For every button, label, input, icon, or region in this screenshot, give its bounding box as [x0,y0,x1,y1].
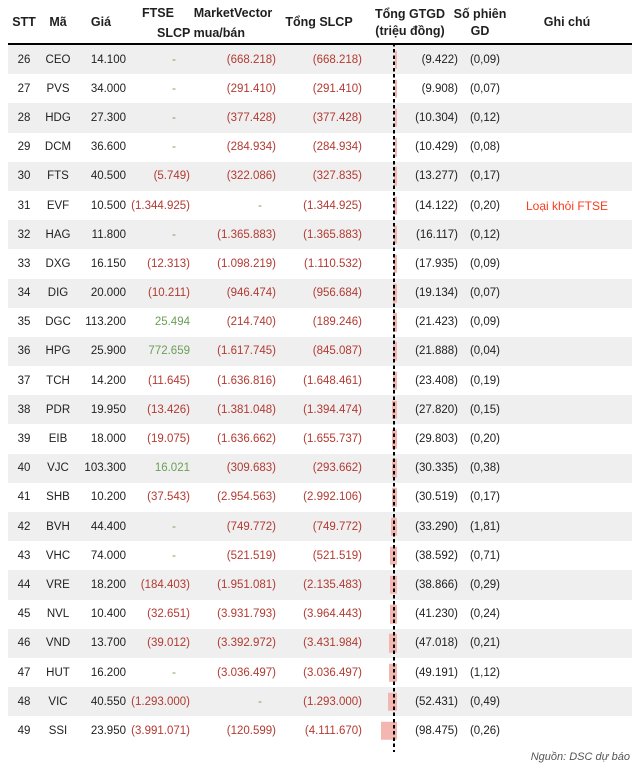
cell-tong-slcp: (1.365.883) [303,228,362,241]
cell-stt: 36 [17,345,31,358]
header-tong-slcp: Tổng SLCP [285,15,353,30]
table-row [8,454,632,483]
cell-tong-slcp: (845.087) [312,345,362,358]
cell-marketvector-slcp: (214.740) [226,316,276,329]
cell-price: 20.000 [90,287,126,300]
cell-price: 40.500 [90,170,126,183]
source-note: Nguồn: DSC dự báo [530,750,630,763]
header-ticker: Mã [49,15,67,30]
cell-tong-gtgd: (29.803) [415,433,458,446]
cell-ticker: CEO [45,53,71,66]
cell-bar-zone [362,249,394,278]
cell-tong-gtgd: (33.290) [415,520,458,533]
cell-tong-slcp: (1.394.474) [303,403,362,416]
cell-stt: 26 [17,53,31,66]
header-so-phien-line1: Số phiên [453,7,507,22]
cell-tong-slcp: (749.772) [312,520,362,533]
cell-price: 16.200 [90,666,126,679]
table-row [8,249,632,278]
cell-price: 14.200 [90,374,126,387]
cell-stt: 37 [17,374,31,387]
cell-tong-slcp: (1.648.461) [303,374,362,387]
cell-ftse-slcp: - [172,141,176,154]
cell-ticker: HPG [45,345,71,358]
dashed-column-divider [393,43,395,752]
cell-marketvector-slcp: (749.772) [226,520,276,533]
cell-tong-gtgd: (38.592) [415,549,458,562]
cell-tong-slcp: (291.410) [312,82,362,95]
header-marketvector: MarketVector [193,5,273,20]
table-row [8,687,632,716]
cell-marketvector-slcp: (120.599) [226,724,276,737]
cell-tong-slcp: (521.519) [312,549,362,562]
cell-tong-gtgd: (9.908) [421,82,458,95]
cell-ticker: VJC [47,462,69,475]
cell-tong-slcp: (3.036.497) [303,666,362,679]
cell-ticker: HUT [46,666,70,679]
cell-ftse-slcp: (37.543) [147,491,190,504]
cell-tong-gtgd: (23.408) [415,374,458,387]
cell-tong-gtgd: (98.475) [415,724,458,737]
cell-tong-gtgd: (38.866) [415,578,458,591]
cell-price: 36.600 [90,141,126,154]
cell-marketvector-slcp: (521.519) [226,549,276,562]
cell-tong-gtgd: (13.277) [415,170,458,183]
cell-price: 25.900 [90,345,126,358]
table-body [8,45,632,746]
cell-ftse-slcp: (11.645) [148,374,190,387]
cell-marketvector-slcp: (1.365.883) [217,228,276,241]
cell-marketvector-slcp: - [258,695,262,708]
cell-tong-slcp: (327.835) [312,170,362,183]
cell-bar-zone [362,191,394,220]
cell-marketvector-slcp: (309.683) [226,462,276,475]
table-row [8,103,632,132]
cell-tong-slcp: (2.135.483) [303,578,362,591]
cell-tong-slcp: (1.110.532) [304,257,362,270]
cell-so-phien-gd: (0,09) [469,316,500,329]
cell-bar-zone [362,629,394,658]
cell-so-phien-gd: (0,08) [469,141,500,154]
cell-stt: 35 [17,316,31,329]
cell-ftse-slcp: (5.749) [153,170,190,183]
header-tong-gtgd-line1: Tổng GTGD [374,7,446,22]
cell-tong-gtgd: (19.134) [415,287,458,300]
cell-marketvector-slcp: (322.086) [226,170,276,183]
cell-tong-gtgd: (16.117) [416,228,458,241]
cell-bar-zone [362,687,394,716]
cell-tong-gtgd: (47.018) [415,637,458,650]
table-row [8,74,632,103]
cell-tong-gtgd: (17.935) [415,257,458,270]
cell-stt: 40 [17,462,31,475]
cell-so-phien-gd: (0,19) [469,374,500,387]
cell-price: 18.000 [90,433,126,446]
table-row [8,512,632,541]
cell-ftse-slcp: (12.313) [147,257,190,270]
table-row [8,133,632,162]
cell-ftse-slcp: (10.211) [148,287,190,300]
cell-so-phien-gd: (0,09) [469,257,500,270]
cell-bar-zone [362,541,394,570]
cell-stt: 39 [17,433,31,446]
cell-marketvector-slcp: (284.934) [226,141,276,154]
cell-tong-gtgd: (21.423) [415,316,458,329]
cell-ticker: VND [45,637,71,650]
cell-price: 74.000 [90,549,126,562]
cell-tong-slcp: (284.934) [312,141,362,154]
header-tong-gtgd [362,2,458,43]
cell-tong-gtgd: (49.191) [415,666,458,679]
cell-price: 16.150 [90,257,126,270]
cell-stt: 43 [17,549,31,562]
cell-ftse-slcp: (1.293.000) [131,695,190,708]
cell-price: 34.000 [90,82,126,95]
cell-price: 23.950 [90,724,126,737]
cell-so-phien-gd: (0,04) [469,345,500,358]
table-header [8,0,632,45]
cell-ticker: VHC [45,549,71,562]
cell-price: 40.550 [90,695,126,708]
table-row [8,308,632,337]
cell-marketvector-slcp: (1.381.048) [217,403,276,416]
cell-ftse-slcp: (19.075) [147,433,190,446]
cell-so-phien-gd: (0,26) [469,724,500,737]
cell-ticker: PDR [45,403,71,416]
table-row [8,220,632,249]
cell-ticker: DIG [47,287,69,300]
cell-stt: 31 [17,199,31,212]
cell-ftse-slcp: 772.659 [148,345,190,358]
cell-ftse-slcp: - [172,53,176,66]
cell-ticker: SSI [48,724,68,737]
cell-stt: 30 [17,170,31,183]
table-row [8,716,632,745]
cell-so-phien-gd: (0,17) [469,491,500,504]
cell-bar-zone [362,600,394,629]
cell-ftse-slcp: 16.021 [154,462,190,475]
cell-so-phien-gd: (0,09) [469,53,500,66]
cell-so-phien-gd: (0,49) [469,695,500,708]
cell-stt: 49 [17,724,31,737]
cell-bar-zone [362,308,394,337]
cell-ticker: BVH [46,520,70,533]
cell-tong-slcp: (4.111.670) [304,724,362,737]
cell-stt: 29 [17,141,31,154]
cell-price: 19.950 [90,403,126,416]
cell-stt: 38 [17,403,31,416]
cell-tong-slcp: (3.431.984) [303,637,362,650]
cell-marketvector-slcp: (3.392.972) [217,637,276,650]
cell-ftse-slcp: - [172,111,176,124]
cell-price: 11.800 [91,228,126,241]
cell-tong-slcp: (2.992.106) [303,491,362,504]
table-row [8,600,632,629]
cell-price: 10.500 [90,199,126,212]
table-row [8,191,632,220]
cell-so-phien-gd: (0,17) [469,170,500,183]
cell-bar-zone [362,570,394,599]
cell-bar-zone [362,512,394,541]
cell-ftse-slcp: (3.991.071) [131,724,190,737]
cell-marketvector-slcp: (3.931.793) [217,608,276,621]
header-ftse: FTSE [142,5,174,20]
cell-price: 103.300 [84,462,126,475]
table-row [8,424,632,453]
cell-so-phien-gd: (1,12) [469,666,500,679]
cell-ticker: VIC [48,695,68,708]
table-row [8,395,632,424]
cell-bar-zone [362,162,394,191]
cell-stt: 34 [17,287,31,300]
cell-ticker: HAG [45,228,71,241]
gtgd-data-bar [395,50,397,69]
cell-ftse-slcp: 25.494 [154,316,190,329]
cell-ticker: SHB [46,491,70,504]
cell-stt: 27 [17,82,31,95]
cell-price: 13.700 [90,637,126,650]
cell-price: 14.100 [90,53,126,66]
cell-bar-zone [362,424,394,453]
cell-marketvector-slcp: (377.428) [226,111,276,124]
table-row [8,483,632,512]
gtgd-data-bar [395,80,397,99]
cell-tong-gtgd: (10.304) [415,111,458,124]
header-ghi-chu: Ghi chú [543,15,591,30]
table-row [8,337,632,366]
cell-so-phien-gd: (0,15) [469,403,500,416]
cell-bar-zone [362,279,394,308]
table-row [8,279,632,308]
cell-tong-gtgd: (30.335) [415,462,458,475]
cell-ticker: PVS [46,82,70,95]
cell-price: 10.200 [90,491,126,504]
table-row [8,162,632,191]
cell-bar-zone [362,337,394,366]
cell-ticker: FTS [47,170,69,183]
cell-bar-zone [362,133,394,162]
cell-tong-gtgd: (14.122) [415,199,458,212]
cell-stt: 32 [17,228,31,241]
gtgd-data-bar [395,109,397,128]
cell-tong-slcp: (668.218) [312,53,362,66]
cell-tong-slcp: (293.662) [312,462,362,475]
cell-ghi-chu: Loại khỏi FTSE [525,198,609,213]
cell-marketvector-slcp: (2.954.563) [217,491,276,504]
cell-price: 113.200 [85,316,126,329]
cell-so-phien-gd: (0,12) [469,111,500,124]
table-row [8,366,632,395]
cell-ftse-slcp: (13.426) [147,403,190,416]
table-row [8,658,632,687]
cell-stt: 45 [17,608,31,621]
cell-marketvector-slcp: (3.036.497) [217,666,276,679]
cell-marketvector-slcp: (1.636.816) [217,374,276,387]
cell-bar-zone [362,366,394,395]
cell-marketvector-slcp: (1.951.081) [217,578,276,591]
cell-ticker: DXG [45,257,71,270]
cell-tong-slcp: (1.655.737) [303,433,362,446]
cell-stt: 44 [17,578,31,591]
cell-bar-zone [362,74,394,103]
cell-tong-slcp: (377.428) [312,111,362,124]
cell-tong-slcp: (3.964.443) [303,608,362,621]
cell-ticker: HDG [45,111,71,124]
cell-tong-gtgd: (10.429) [415,141,458,154]
cell-bar-zone [362,395,394,424]
cell-ftse-slcp: - [172,549,176,562]
cell-ftse-slcp: (32.651) [147,608,190,621]
cell-so-phien-gd: (0,24) [469,608,500,621]
cell-ticker: DCM [44,141,72,154]
header-so-phien-gd [453,2,507,43]
cell-tong-slcp: (189.246) [312,316,362,329]
gtgd-data-bar [394,167,396,186]
cell-bar-zone [362,716,394,745]
gtgd-data-bar [395,138,397,157]
cell-ftse-slcp: - [172,666,176,679]
cell-price: 10.400 [90,608,126,621]
cell-ticker: DGC [45,316,71,329]
header-price: Giá [90,15,112,30]
cell-ftse-slcp: (184.403) [140,578,190,591]
header-tong-gtgd-line2: (triệu đồng) [375,23,445,38]
cell-stt: 42 [17,520,31,533]
cell-so-phien-gd: (0,20) [469,199,500,212]
cell-so-phien-gd: (1,81) [469,520,500,533]
cell-price: 18.200 [90,578,126,591]
cell-so-phien-gd: (0,12) [469,228,500,241]
cell-tong-gtgd: (27.820) [415,403,458,416]
cell-ticker: EVF [46,199,70,212]
cell-ftse-slcp: - [172,82,176,95]
cell-marketvector-slcp: - [258,199,262,212]
cell-marketvector-slcp: (1.636.662) [217,433,276,446]
cell-tong-gtgd: (21.888) [415,345,458,358]
cell-ftse-slcp: (39.012) [147,637,190,650]
cell-bar-zone [362,45,394,74]
cell-so-phien-gd: (0,21) [469,637,500,650]
cell-tong-gtgd: (52.431) [415,695,458,708]
cell-tong-gtgd: (9.422) [421,53,458,66]
table-row [8,570,632,599]
cell-stt: 46 [17,637,31,650]
cell-so-phien-gd: (0,07) [469,82,500,95]
header-so-phien-line2: GD [470,23,490,38]
cell-marketvector-slcp: (668.218) [226,53,276,66]
cell-stt: 48 [17,695,31,708]
cell-stt: 28 [17,111,31,124]
cell-bar-zone [362,103,394,132]
cell-price: 27.300 [90,111,126,124]
cell-stt: 47 [17,666,31,679]
cell-tong-gtgd: (41.230) [415,608,458,621]
cell-ftse-slcp: (1.344.925) [131,199,190,212]
cell-marketvector-slcp: (291.410) [226,82,276,95]
cell-ticker: VRE [46,578,70,591]
cell-tong-slcp: (1.293.000) [303,695,362,708]
cell-so-phien-gd: (0,38) [469,462,500,475]
cell-tong-gtgd: (30.519) [415,491,458,504]
cell-stt: 33 [17,257,31,270]
cell-ftse-slcp: - [172,228,176,241]
cell-ticker: EIB [48,433,68,446]
cell-so-phien-gd: (0,71) [469,549,500,562]
cell-so-phien-gd: (0,20) [469,433,500,446]
table-row [8,45,632,74]
cell-so-phien-gd: (0,29) [469,578,500,591]
cell-ticker: TCH [46,374,70,387]
cell-stt: 41 [17,491,31,504]
cell-bar-zone [362,220,394,249]
table-row [8,629,632,658]
cell-price: 44.400 [90,520,126,533]
cell-so-phien-gd: (0,07) [469,287,500,300]
cell-marketvector-slcp: (1.617.745) [217,345,276,358]
cell-bar-zone [362,483,394,512]
cell-marketvector-slcp: (1.098.219) [217,257,276,270]
cell-tong-slcp: (1.344.925) [303,199,362,212]
cell-bar-zone [362,454,394,483]
cell-tong-slcp: (956.684) [312,287,362,300]
cell-ticker: NVL [46,608,70,621]
cell-marketvector-slcp: (946.474) [226,287,276,300]
cell-bar-zone [362,658,394,687]
table-row [8,541,632,570]
header-stt: STT [12,15,36,30]
header-slcp-subtitle: SLCP mua/bán [157,26,245,41]
cell-ftse-slcp: - [172,520,176,533]
